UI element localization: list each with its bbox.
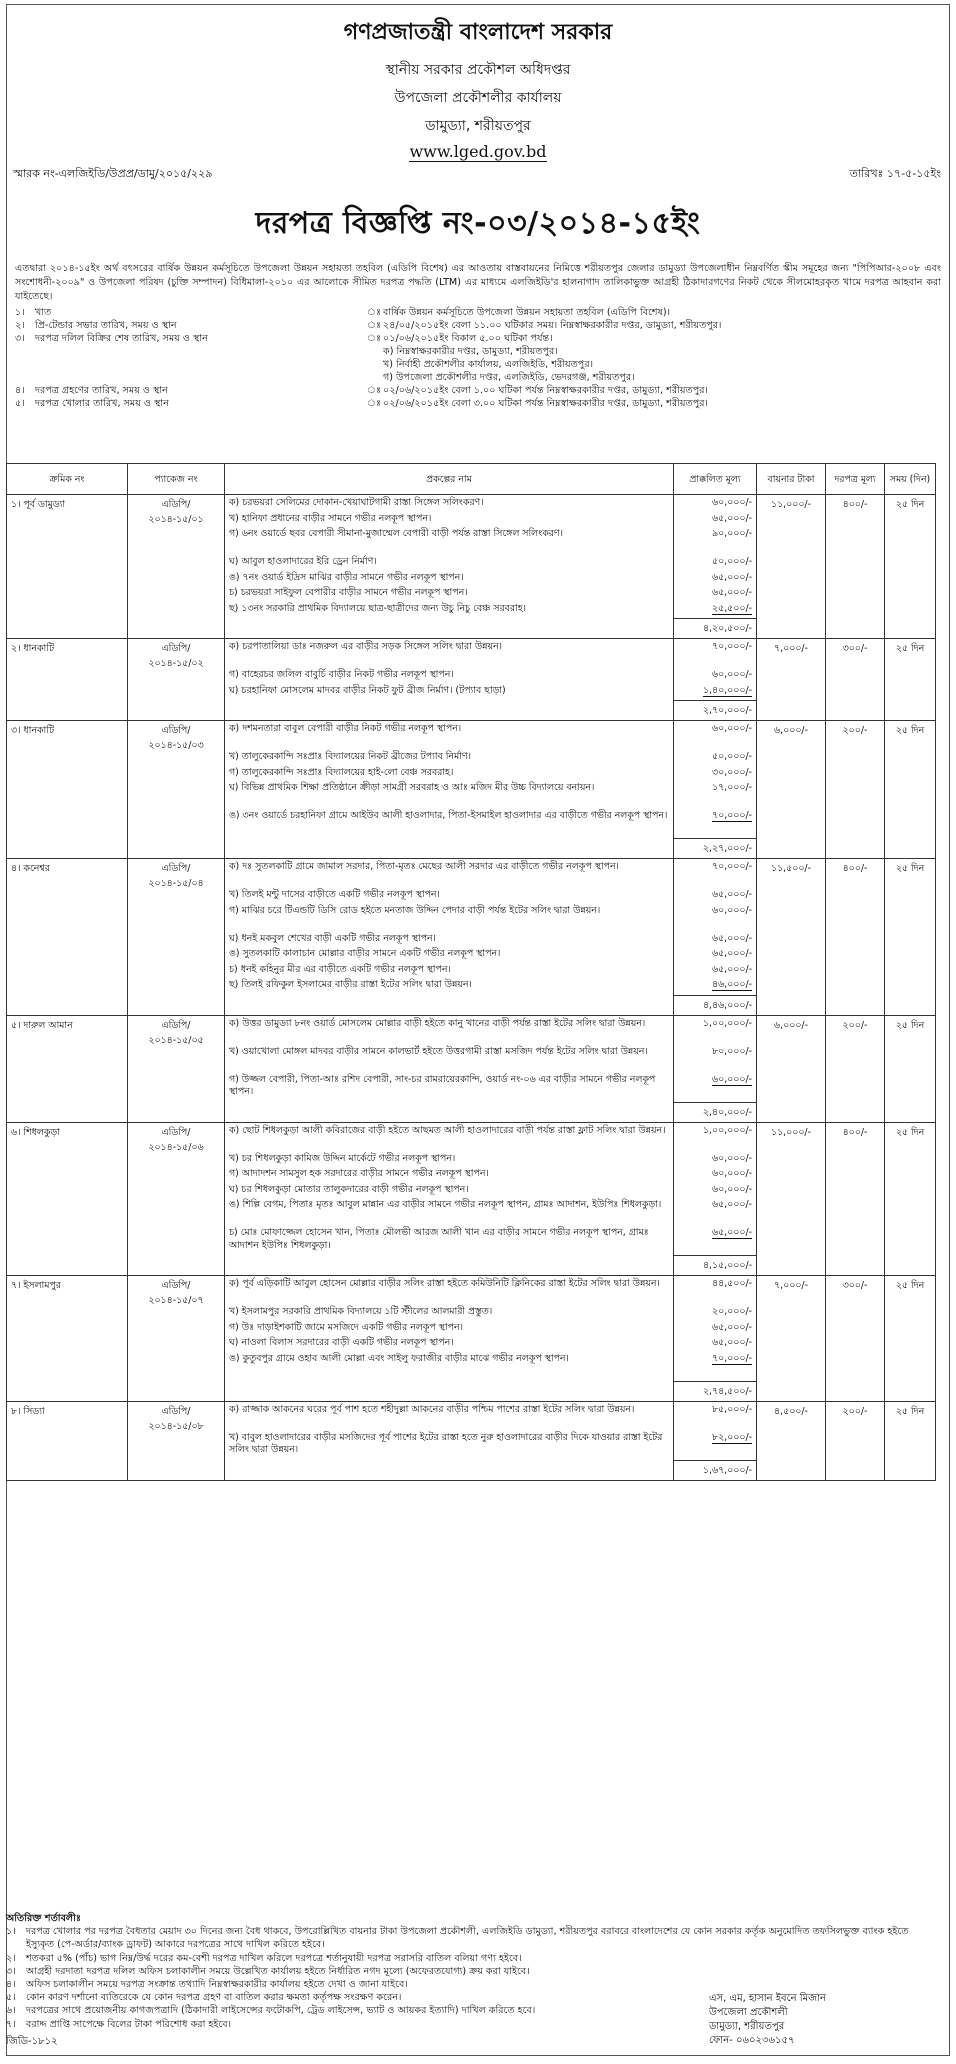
term-text: দরপত্রের সাথে প্রয়োজনীয় কাগজপত্রাদি (ঠিকাদারী লাইসেন্সের ফটোকপি, ট্রেড লাইসেন্স, ভ্যাট ও আয়কর ইত্যাদি) দাখিল করিতে হবে। [26,2005,536,2017]
term-number: ১। [6,1926,16,1938]
project-item: খ) তিলই মন্টু দাসের বাড়ীতে একটি গভীর নলকূপ স্থাপন। [229,889,440,900]
amount-value: ৫০,০০০/- [712,751,752,762]
col-project: প্রকল্পের নাম [225,464,674,495]
project-item: ছ) ১৩নং সরকারি প্রাথমিক বিদ্যালয়ে ছাত্র-ছাত্রীদের জন্য উচু নিচু বেঞ্চ সরবরাহ। [229,602,527,614]
info-number: ৫। [15,398,25,409]
deposit-cell: ৬,০০০/- [757,721,826,859]
table-row [7,859,936,1016]
serial-cell: ৮। সিড্যা [7,1401,128,1480]
package-cell [128,495,225,639]
amount-value: ৬৫,০০০/- [712,963,752,975]
memo-date: তারিখঃ ১৭-৫-১৫ইং [849,167,941,180]
terms-title: অতিরিক্ত শর্তাবলীঃ [6,1913,81,1924]
project-item: ছ) তিলই রফিকুল ইসলামের বাড়ীর রাস্তা ইটের সলিং দ্বারা উন্নয়ন। [229,979,472,990]
project-item: ক) পূর্ব এড়িকাটি আবুল হোসেন মোল্লার বাড়ীর সলিং রাস্তা হইতে কমিউনিটি ক্লিনিকের রাস্তা ইটের সলিং দ্বারা উন্নয়ন। [229,1278,660,1289]
amount-value: ৬০,০০০/- [712,904,752,916]
deposit-cell: ১১,৫০০/- [757,859,826,1016]
info-row [15,332,941,384]
tender-info-list [15,306,941,410]
amount-value: ২০,০০০/- [712,1306,752,1317]
project-item: ক) রাজ্জাক আকনের ঘরের পূর্ব পাশ হতে শহীদুল্লা আকনের বাড়ীর পশ্চিম পাশের রাস্তা ইটের সলিং দ্বারা উন্নয়ন। [229,1403,635,1415]
amount-item [678,905,752,933]
estimate-cell [674,495,757,639]
table-header-row [7,464,936,495]
project-item: চ) চরভয়রা সাইফুল বেপারীর বাড়ীর সামনে গভীর নলকূপ স্থাপন। [229,587,468,598]
project-item: খ) তালুকেরকান্দি সঃপ্রাঃ বিদ্যালয়ের নিকট ব্রীজের টপ্যাব নির্মাণ। [229,751,471,762]
amount-value: ৭০,০০০/- [712,861,752,872]
project-item: গ) উজ্জল বেপারী, পিতা-আঃ রশিদ বেপারী, সাং-চর রামরায়েরকান্দি, ওয়ার্ড নং-০৬ এর বাড়ীর সামনে গভীর নলকূপ স্থাপন। [229,1073,656,1097]
package-line: ২০১৪-১৫/০১ [148,514,204,525]
project-item: খ) বাবুল হাওলাদারের বাড়ীর মসজিদের পূর্ব পাশের ইটের রাস্তা হতে নুরু হাওলাদারের বাড়ীর দিকে যাওয়ার রাস্তা ইটের সলিং দ্বারা উন্নয়ন। [229,1431,663,1455]
project-item: ঘ) চরহানিফা মোসলেম মাদবর বাড়ীর নিকট ফুট ব্রীজ নির্মাণ। (টপ্যাব ছাড়া) [229,684,506,696]
amount-item [678,964,752,980]
price-cell: ২০০/- [826,721,885,859]
amount-value: ১,০০,০০০/- [702,1124,752,1136]
col-price: দরপত্র মূল্য [826,464,885,495]
package-line: এডিপি/ [161,499,191,510]
amount-value: ৮৫,০০০/- [712,1403,752,1415]
amount-item [678,1184,752,1200]
amount-item [678,1337,752,1353]
project-item: গ) উঃ দাড়াইশকাটি জামে মসজিদে একটি গভীর নলকূপ স্থাপন। [229,1321,463,1333]
package-line: এডিপি/ [161,1405,191,1417]
deposit-cell: ৭,০০০/- [757,1276,826,1402]
price-cell: ৪০০/- [826,495,885,639]
signatory-phone: ফোন- ০৬০২৩৬১৫৭ [708,2035,795,2046]
amount-item [678,948,752,964]
term-number: ৩। [6,1965,16,1977]
amount-item [678,1322,752,1338]
project-item: গ) মাঝির চরে টিএন্ডটি ডিসি রোড হইতে মনতাজ উদ্দিন পেদার বাড়ী পর্যন্ত ইটের সলিং দ্বারা উন্নয়ন। [229,904,601,916]
term-number: ৬। [6,2005,16,2017]
amount-item [678,1153,752,1169]
table-row [7,639,936,721]
project-cell [225,1015,674,1122]
serial-cell: ৬। শিধলকুড়া [7,1122,128,1276]
amount-item [678,767,752,783]
amount-value: ৭০,০০০/- [712,1352,752,1364]
table-row [7,721,936,859]
info-value-line: ০২/০৬/২০১৫ইং বেলা ১.০০ ঘটিকা পর্যন্ত নিম্নস্বাক্ষরকারীর দপ্তর, ডামুড্যা, শরীয়তপুর। [383,385,708,396]
amount-item [678,513,752,529]
info-value [383,397,941,410]
package-cell [128,1015,225,1122]
project-total-spacer [229,700,669,716]
package-line: ২০১৪-১৫/০৩ [148,740,204,751]
amount-item [678,669,752,685]
amount-value: ৬৫,০০০/- [712,1321,752,1333]
amount-value: ২৫,৫০০/- [712,602,752,614]
info-row [15,397,941,410]
estimate-total: ৪,৪৬,০০০/- [674,995,756,1013]
term-text: আগ্রহী দরদাতা দরপত্র দলিল অফিস চলাকালীন সময়ে উল্লেখিত কার্যালয় হইতে নির্ধারিত নগদ মূল্যে (অফেরতযোগ্য) ক্রয় করা যাইবে। [26,1965,530,1977]
info-key: দরপত্র দলিল বিক্রির শেষ তারিখ, সময় ও স্থান [35,333,208,344]
package-cell [128,1122,225,1276]
info-row [15,306,941,319]
package-line: ২০১৪-১৫/০৬ [148,1141,204,1153]
amount-value: ৬৫,০০০/- [712,1227,752,1238]
days-cell: ২৫ দিন [885,639,936,721]
estimate-total: ২,৭৪,৫০০/- [674,1381,756,1399]
amount-item [678,861,752,889]
info-number: ৪। [15,385,25,396]
project-total-spacer [229,1381,669,1397]
signatory-name: এস, এম, হাসান ইবনে মিজান [708,1993,826,2004]
project-item: গ) ৬নং ওয়ার্ডে ছবর বেপারী সীমানা-মুজাম্মেল বেপারী বাড়ী পর্যন্ত রাস্তা সিঙ্গেল সলিংকরণ। [229,528,563,539]
info-value [383,332,941,384]
term-text: শতকরা ৫% (পাঁচ) ভাগ নিম্ন/উর্দ্ধ দরের কম-বেশী দরপত্র দাখিল করিলে দরপত্রে শর্তানুযায়ী দরপত্র সরাসরি বাতিল বলিয়া গণ্য হইবে। [26,1952,522,1964]
serial-cell: ৪। কনেশ্বর [7,859,128,1016]
amount-value: ৩০,০০০/- [712,766,752,778]
days-cell: ২৫ দিন [885,721,936,859]
term-number: ২। [6,1952,16,1964]
project-item: খ) ইসলামপুর সরকারি প্রাথমিক বিদ্যালয়ে ১টি স্টীলের আলমারী প্রস্তুত। [229,1306,493,1317]
amount-value: ৬৫,০০০/- [712,587,752,598]
col-estimate: প্রাক্কলিত মূল্য [674,464,757,495]
project-item: গ) তালুকেরকান্দি সঃপ্রাঃ বিদ্যালয়ের হাই-লো বেঞ্চ সরবরাহ। [229,766,454,778]
info-colon: ঃ [367,320,382,331]
price-cell: ৩০০/- [826,639,885,721]
estimate-cell [674,639,757,721]
amount-item [678,889,752,905]
amount-item [678,1046,752,1074]
estimate-cell [674,1122,757,1276]
info-key: খাত [35,307,52,318]
amount-value: ৮২,০০০/- [712,1431,752,1443]
department-name: স্থানীয় সরকার প্রকৌশল অধিদপ্তর [385,62,571,78]
project-item: খ) চর শিধলকুড়া কামিজ উদ্দিন মার্কেটে গভীর নলকূপ স্থাপন। [229,1152,456,1164]
info-key: দরপত্র গ্রহণের তারিখ, সময় ও স্থান [35,385,168,396]
package-cell [128,639,225,721]
amount-item [678,810,752,838]
project-item: খ) ওয়াখোলা মোঙ্গল মাদবর বাড়ীর সামনে কালভার্ট হইতে উত্তরগামী রাস্তা মসজিদ পর্যন্ত ইটের সলিং দ্বারা উন্নয়ন। [229,1045,648,1057]
project-item: ক) ছোট শিধলকুড়া আলী কবিরাজের বাড়ী হইতে আছমত আলী হাওলাদারের বাড়ী পর্যন্ত রাস্তা ফ্লাট সলিং দ্বারা উন্নয়ন। [229,1124,666,1136]
estimate-total: ২,৭০,০০০/- [674,700,756,718]
estimate-cell [674,859,757,1016]
amount-item [678,782,752,810]
amount-value: ১,৪০,০০০/- [702,684,752,696]
col-deposit: বায়নার টাকা [757,464,826,495]
info-colon: ঃ [367,307,382,318]
amount-item [678,641,752,669]
amount-value: ৬০,০০০/- [712,1073,752,1085]
amount-value: ৭০,০০০/- [712,641,752,652]
estimate-cell [674,721,757,859]
project-item: ঙ) শিল্পি বেগম, পিতাঃ মৃতঃ আবুল মান্নান এর বাড়ীর সামনে গভীর নলকূপ স্থাপন, গ্রামঃ আদাশন, ইউপিঃ শিধলকুড়া। [229,1199,662,1210]
price-cell: ২০০/- [826,1401,885,1480]
info-number: ১। [15,307,25,318]
term-text: দরপত্র খোলার পর দরপত্র বৈধতার মেয়াদ ৩০ দিনের জন্য বৈধ থাকবে, উপরোল্লিখিত বায়নার টাকা উপজেলা প্রকৌশলী, এলজিইডি ডামুড্যা, শরীয়তপুর বরাবরে বাংলাদেশের যে কোন সরকার কর্তৃক অনুমোদিত তফসিলভুক্ত ব্যাংক হইতে ইস্যুকৃত (পে-অর্ডার/ব্যাংক ড্রাফট) আকারে দরপত্রের সাথে দাখিল করিতে হইবে। [26,1926,909,1951]
package-line: ২০১৪-১৫/০৪ [148,878,204,889]
project-item: ঘ) চর শিধলকুড়া মোতার তালুকদারের বাড়ী গভীর নলকূপ স্থাপন। [229,1183,469,1195]
days-cell: ২৫ দিন [885,495,936,639]
serial-cell: ৫। দারুল আমান [7,1015,128,1122]
price-cell: ২০০/- [826,1015,885,1122]
term-item [6,1978,936,1991]
col-serial: ক্রমিক নং [7,464,128,495]
term-text: বরাদ্দ প্রাপ্তি সাপেক্ষে বিলের টাকা পরিশোধ করা হইবে। [26,2018,232,2030]
project-total-spacer [229,838,669,854]
package-line: এডিপি/ [161,643,191,654]
package-line: এডিপি/ [161,1019,191,1031]
amount-value: ১,০০,০০০/- [702,1017,752,1029]
project-total-spacer [229,995,669,1011]
term-item [6,1925,936,1951]
project-item: ঘ) বিভিন্ন প্রাথমিক শিক্ষা প্রতিষ্ঠানে ক্রীড়া সামগ্রী সরবরাহ ও আঃ মজিদ মীর উচ্চ বিদ্যালয়ে বনায়ন। [229,782,595,793]
project-cell [225,495,674,639]
amount-item [678,685,752,701]
term-number: ৫। [6,1992,16,2004]
project-item: ক) দঃ সুতলকাটি গ্রামে জামাল সরদার, পিতা-মৃতঃ মেছের আলী সরদার এর বাড়ীতে গভীর নলকূপ স্থাপন। [229,861,619,872]
package-cell [128,1401,225,1480]
info-colon: ঃ [367,398,382,409]
project-item: ঘ) আবুল হাওলাদারের ইরি ড্রেন নির্মাণ। [229,556,377,567]
info-colon: ঃ [367,385,382,396]
price-cell: ৪০০/- [826,1122,885,1276]
project-cell [225,859,674,1016]
project-total-spacer [229,1255,669,1271]
amount-value: ৬৫,০০০/- [712,512,752,524]
header [7,15,949,161]
amount-item [678,572,752,588]
packages-table [6,463,936,1481]
amount-value: ৬৫,০০০/- [712,948,752,959]
info-value-line: বার্ষিক উন্নয়ন কর্মসূচিতে উপজেলা উন্নয়ন সহায়তা তহবিল (এডিপি বিশেষ)। [383,307,671,318]
amount-value: ৪৬,০০০/- [712,979,752,990]
amount-value: ৬৫,০০০/- [712,1199,752,1210]
info-value [383,319,941,332]
project-item: চ) মোঃ মোফাজ্জেল হোসেন খান, পিতাঃ মৌলভী আরজ আলী খান এর বাড়ীর সামনে গভীর নলকূপ স্থাপন, গ্রামঃ আদাশন ইউপিঃ শিধলকুড়া। [229,1227,649,1251]
serial-cell: ১। পূর্ব ডামুড্যা [7,495,128,639]
info-value-line: ২৪/০৫/২০১৫ইং বেলা ১১.০০ ঘটিকার সময়। নিম্নস্বাক্ষরকারীর দপ্তর, ডামুড্যা, শরীয়তপুর। [383,320,722,331]
amount-value: ৬০,০০০/- [712,1152,752,1164]
amount-item [678,723,752,751]
deposit-cell: ১১,০০০/- [757,495,826,639]
deposit-cell: ৭,০০০/- [757,639,826,721]
deposit-cell: ৪,৫০০/- [757,1401,826,1480]
info-number: ২। [15,320,25,331]
govt-name: গণপ্রজাতন্ত্রী বাংলাদেশ সরকার [343,20,613,45]
table-row [7,1276,936,1402]
info-value-line: ক) নিম্নস্বাক্ষরকারীর দপ্তর, ডামুড্যা, শরীয়তপুর। [383,346,558,357]
amount-item [678,1125,752,1153]
package-line: ২০১৪-১৫/০৫ [148,1034,204,1046]
days-cell: ২৫ দিন [885,1401,936,1480]
package-line: ২০১৪-১৫/০৭ [148,1295,204,1306]
amount-value: ৬৫,০০০/- [712,889,752,900]
amount-value: ৬০,০০০/- [712,669,752,680]
project-item: ঙ) কুতুবপুর গ্রামে ওহাব আলী মোল্লা এবং সাইলু ফরাজীর বাড়ীর মাঝে গভীর নলকূপ স্থাপন। [229,1352,569,1364]
amount-item [678,1074,752,1102]
project-item: ক) দশমনতারা বাবুল বেপারী বাড়ীর নিকট গভীর নলকূপ স্থাপন। [229,723,462,734]
office-name: উপজেলা প্রকৌশলীর কার্যালয় [394,90,562,106]
package-line: এডিপি/ [161,725,191,736]
amount-item [678,1199,752,1227]
table-row [7,495,936,639]
estimate-cell [674,1015,757,1122]
deposit-cell: ৬,০০০/- [757,1015,826,1122]
info-row [15,319,941,332]
package-line: এডিপি/ [161,1126,191,1138]
amount-value: ৯০,০০০/- [712,528,752,539]
project-cell [225,1401,674,1480]
estimate-total: ৪,১৫,০০০/- [674,1255,756,1273]
days-cell: ২৫ দিন [885,1276,936,1402]
estimate-cell [674,1401,757,1480]
office-location: ডামুড্যা, শরীয়তপুর [425,118,531,134]
amount-item [678,1278,752,1306]
amount-item [678,1353,752,1381]
term-text: অফিস চলাকালীন সময়ে দরপত্র সংক্রান্ত তথ্যাদি নিম্নস্বাক্ষরকারীর কার্যালয় হইতে দেখা ও জানা যাইবে। [26,1979,408,1991]
amount-value: ৮০,০০০/- [712,1045,752,1057]
amount-item [678,528,752,556]
project-item: ঙ) ৩নং ওয়ার্ডে চরহানিফা গ্রামে আইউব আলী হাওলাদার, পিতা-ইসমাইল হাওলাদার এর বাড়ীতে গভীর নলকূপ স্থাপন। [229,810,668,821]
estimate-total: ২,৪০,০০০/- [674,1102,756,1120]
table-row [7,1015,936,1122]
info-value [383,384,941,397]
amount-item [678,1227,752,1255]
package-line: এডিপি/ [161,863,191,874]
col-days: সময় (দিন) [885,464,936,495]
project-item: চ) ধনই কহিনুর মীর এর বাড়ীতে একটি গভীর নলকূপ স্থাপন। [229,963,451,975]
term-item [6,1952,936,1965]
price-cell: ৩০০/- [826,1276,885,1402]
days-cell: ২৫ দিন [885,1015,936,1122]
table-row [7,1401,936,1480]
info-value-line: ০২/০৬/২০১৫ইং বেলা ৩.০০ ঘটিকা পর্যন্ত নিম্নস্বাক্ষরকারীর দপ্তর, ডামুড্যা, শরীয়তপুর। [383,398,708,409]
amount-item [678,1404,752,1432]
amount-item [678,933,752,949]
footer-code: জিডি-১৮১২ [6,2036,58,2047]
page-title: দরপত্র বিজ্ঞপ্তি নং-০৩/২০১৪-১৫ইং [255,206,701,241]
project-item: ক) চরভয়রা সেলিমের দোকান-খেয়াঘাটগামী রাস্তা সিঙ্গেল সলিংকরণ। [229,497,484,508]
col-package: প্যাকেজ নং [128,464,225,495]
price-cell: ৪০০/- [826,859,885,1016]
estimate-total: ১,৬৭,০০০/- [674,1460,756,1478]
project-cell [225,1122,674,1276]
project-item: গ) বাহেরচর জলিল বাবুর্চি বাড়ীর নিকট গভীর নলকূপ স্থাপন। [229,669,454,680]
package-cell [128,1276,225,1402]
days-cell: ২৫ দিন [885,1122,936,1276]
info-value [383,306,941,319]
project-item: ঙ) ৭নং ওয়ার্ড ইদ্রিস মাঝির বাড়ীর সামনে গভীর নলকূপ স্থাপন। [229,571,464,583]
info-value-line: ০১/০৬/২০১৫ইং বিকাল ৫.০০ ঘটিকা পর্যন্ত। [383,333,553,344]
term-text: কোন কারণ দর্শানো ব্যতিরেকে যে কোন দরপত্র গ্রহণ বা বাতিল করার ক্ষমতা কর্তৃপক্ষ সংরক্ষণ করেন। [26,1992,402,2004]
amount-value: ৬০,০০০/- [712,497,752,508]
amount-value: ৬৫,০০০/- [712,1337,752,1348]
estimate-total: ৪,২০,৫০০/- [674,618,756,636]
signatory-place: ডামুড্যা, শরীয়তপুর [708,2021,785,2032]
amount-value: ৬৫,০০০/- [712,932,752,944]
amount-item [678,556,752,572]
project-item: ঙ) সুতলকাটি কালাচান মোল্লার বাড়ীর সামনে একটি গভীর নলকূপ স্থাপন। [229,948,501,959]
project-item: ঘ) নাওলা বিলাস সরদারের বাড়ী একটি গভীর নলকূপ স্থাপন। [229,1337,454,1348]
project-cell [225,721,674,859]
amount-value: ৫০,০০০/- [712,556,752,567]
amount-value: ৭০,০০০/- [712,810,752,821]
amount-value: ১৭,০০০/- [712,782,752,793]
amount-item [678,1306,752,1322]
amount-value: ৬০,০০০/- [712,1183,752,1195]
term-number: ৭। [6,2018,16,2030]
serial-cell: ২। ধানকাটি [7,639,128,721]
days-cell: ২৫ দিন [885,859,936,1016]
project-item: গ) আদাদশন সামসুল হক সরদারের বাড়ীর সামনে গভীর নলকূপ স্থাপন। [229,1168,489,1179]
memo-number: স্মারক নং-এলজিইডি/উপ্রপ্র/ডামু/২০১৫/২২৯ [13,167,213,180]
estimate-cell [674,1276,757,1402]
signature-block [709,1992,826,2048]
project-total-spacer [229,1460,669,1476]
website-link[interactable]: www.lged.gov.bd [409,142,547,161]
project-item: খ) হানিফা প্রধানের বাড়ীর সামনে গভীর নলকূপ স্থাপন। [229,512,432,524]
serial-cell: ৩। ধানকাটি [7,721,128,859]
project-item: ক) চরপাতালিয়া ডাঃ নজরুল এর বাড়ীর সড়ক সিঙ্গেল সলিং দ্বারা উন্নয়ন। [229,641,502,652]
signatory-designation: উপজেলা প্রকৌশলী [708,2007,788,2018]
amount-item [678,1018,752,1046]
amount-item [678,979,752,995]
info-key: প্রি-টেন্ডার সভার তারিখ, সময় ও স্থান [35,320,177,331]
project-item: ক) উত্তর ডামুড্যা ৮নং ওয়ার্ড মোসলেম মোল্লার বাড়ী হইতে কানু খানের বাড়ী পর্যন্ত রাস্তা ইটের সলিং দ্বারা উন্নয়ন। [229,1017,646,1029]
project-cell [225,1276,674,1402]
project-total-spacer [229,1102,669,1118]
amount-item [678,751,752,767]
package-line: ২০১৪-১৫/০২ [148,658,204,669]
project-item: ঘ) ধনই মকবুল শেখের বাড়ী একটি গভীর নলকূপ স্থাপন। [229,932,436,944]
info-colon: ঃ [367,333,382,344]
amount-value: ৪৪,৫০০/- [712,1278,752,1289]
amount-item [678,587,752,603]
intro-paragraph: এতদ্বারা ২০১৪-১৫ইং অর্থ বৎসরের বার্ষিক উন্নয়ন কর্মসূচিতে উপজেলা উন্নয়ন সহায়তা তহবিল (এডিপি বিশেষ) এর আওতায় বাস্তবায়নের নিমিত্তে শরীয়তপুর জেলার ডামুড্যা উপজেলাধীন নিম্নবর্ণিত স্কীম সমূহের জন্য "পিপিআর-২০০৮ এবং সংশোধনী-২০০৯" ও উপজেলা পরিষদ (চুক্তি সম্পাদন) বিধিমালা-২০১০ এর আলোকে সীমিত দরপত্র পদ্ধতি (LTM) এর মাধ্যমে এলজিইডি'র হালনাগাদ তালিকাভুক্ত আগ্রহী ঠিকাদারগণের নিকট থেকে সীলমোহরকৃত খামে দরপত্র আহবান করা যাইতেছে। [15,263,941,302]
project-total-spacer [229,618,669,634]
amount-value: ৬০,০০০/- [712,723,752,734]
amount-item [678,497,752,513]
package-cell [128,721,225,859]
amount-value: ৬০,০০০/- [712,1168,752,1179]
amount-item [678,603,752,619]
table-row [7,1122,936,1276]
amount-value: ৬৫,০০০/- [712,571,752,583]
deposit-cell: ১১,০০০/- [757,1122,826,1276]
serial-cell: ৭। ইসলামপুর [7,1276,128,1402]
term-item [6,1965,936,1978]
info-row [15,384,941,397]
info-number: ৩। [15,333,25,344]
amount-item [678,1168,752,1184]
term-number: ৪। [6,1979,16,1991]
package-line: এডিপি/ [161,1280,191,1291]
info-value-line: গ) উপজেলা প্রকৌশলীর দপ্তর, এলজিইডি, ভেদরগঞ্জ, শরীয়তপুর। [383,372,635,383]
estimate-total: ২,২৭,০০০/- [674,838,756,856]
amount-item [678,1432,752,1460]
package-line: ২০১৪-১৫/০৮ [148,1420,204,1432]
info-value-line: খ) নির্বাহী প্রকৌশলীর কার্যালয়, এলজিইডি, শরীয়তপুর। [383,359,594,370]
package-cell [128,859,225,1016]
info-key: দরপত্র খোলার তারিখ, সময় ও স্থান [35,398,169,409]
project-cell [225,639,674,721]
